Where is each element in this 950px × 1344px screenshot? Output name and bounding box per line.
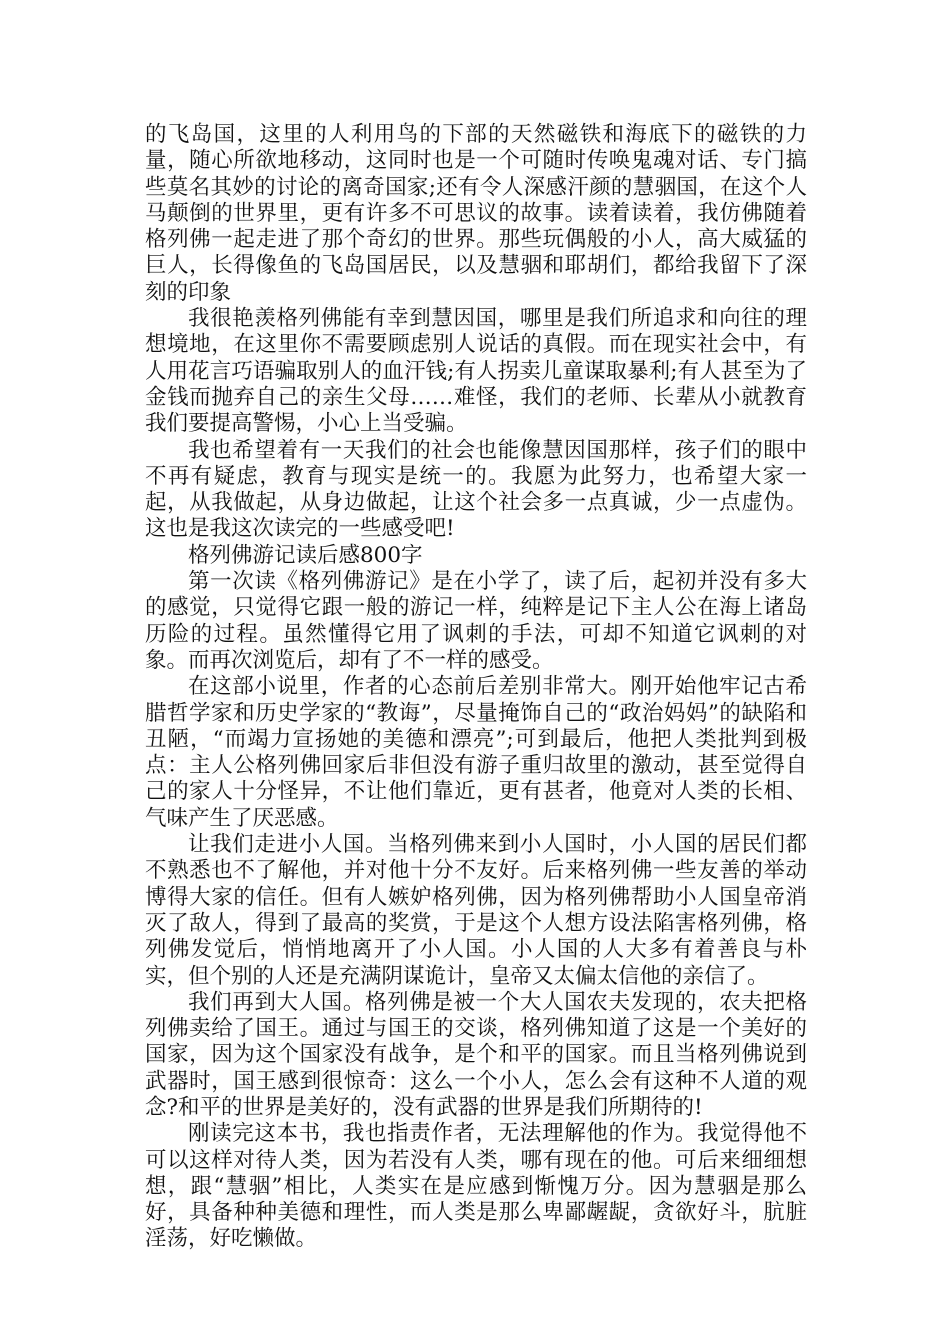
- paragraph-7: 我们再到大人国。格列佛是被一个大人国农夫发现的，农夫把格列佛卖给了国王。通过与国王的交谈，格列佛知道了这是一个美好的国家，因为这个国家没有战争，是个和平的国家。而且当格列佛说到武器时，国王感到很惊奇：这么一个小人，怎么会有这种不人道的观念?和平的世界是美好的，没有武器的世界是我们所期待的!: [145, 989, 807, 1120]
- paragraph-2: 我很艳羡格列佛能有幸到慧因国，哪里是我们所追求和向往的理想境地，在这里你不需要顾虑别人说话的真假。而在现实社会中，有人用花言巧语骗取别人的血汗钱;有人拐卖儿童谋取暴利;有人甚至为了金钱而抛弃自己的亲生父母……难怪，我们的老师、长辈从小就教育我们要提高警惕，小心上当受骗。: [145, 306, 807, 437]
- paragraph-8: 刚读完这本书，我也指责作者，无法理解他的作为。我觉得他不可以这样对待人类，因为若没有人类，哪有现在的他。可后来细细想想，跟“慧骃”相比，人类实在是应感到惭愧万分。因为慧骃是那么好，具备种种美德和理性，而人类是那么卑鄙龌龊，贪欲好斗，肮脏淫荡，好吃懒做。: [145, 1121, 807, 1252]
- paragraph-4: 第一次读《格列佛游记》是在小学了，读了后，起初并没有多大的感觉，只觉得它跟一般的游记一样，纯粹是记下主人公在海上诸岛历险的过程。虽然懂得它用了讽刺的手法，可却不知道它讽刺的对象。而再次浏览后，却有了不一样的感受。: [145, 569, 807, 673]
- paragraph-3: 我也希望着有一天我们的社会也能像慧因国那样，孩子们的眼中不再有疑虑，教育与现实是统一的。我愿为此努力，也希望大家一起，从我做起，从身边做起，让这个社会多一点真诚，少一点虚伪。这也是我这次读完的一些感受吧!: [145, 437, 807, 542]
- paragraph-5: 在这部小说里，作者的心态前后差别非常大。刚开始他牢记古希腊哲学家和历史学家的“教诲”，尽量掩饰自己的“政治妈妈”的缺陷和丑陋，“而竭力宣扬她的美德和漂亮”;可到最后，他把人类批判到极点：主人公格列佛回家后非但没有游子重归故里的激动，甚至觉得自己的家人十分怪异，不让他们靠近，更有甚者，他竟对人类的长相、气味产生了厌恶感。: [145, 674, 807, 831]
- document-page: [145, 122, 807, 1253]
- paragraph-1: 的飞岛国，这里的人利用鸟的下部的天然磁铁和海底下的磁铁的力量，随心所欲地移动，这同时也是一个可随时传唤鬼魂对话、专门搞些莫名其妙的讨论的离奇国家;还有令人深感汗颜的慧骃国，在这个人马颠倒的世界里，更有许多不可思议的故事。读着读着，我仿佛随着格列佛一起走进了那个奇幻的世界。那些玩偶般的小人，高大威猛的巨人，长得像鱼的飞岛国居民，以及慧骃和耶胡们，都给我留下了深刻的印象: [145, 122, 807, 305]
- section-heading: 格列佛游记读后感800字: [188, 542, 423, 568]
- paragraph-6: 让我们走进小人国。当格列佛来到小人国时，小人国的居民们都不熟悉也不了解他，并对他十分不友好。后来格列佛一些友善的举动博得大家的信任。但有人嫉妒格列佛，因为格列佛帮助小人国皇帝消灭了敌人，得到了最高的奖赏，于是这个人想方设法陷害格列佛，格列佛发觉后，悄悄地离开了小人国。小人国的人大多有着善良与朴实，但个别的人还是充满阴谋诡计，皇帝又太偏太信他的亲信了。: [145, 832, 807, 989]
